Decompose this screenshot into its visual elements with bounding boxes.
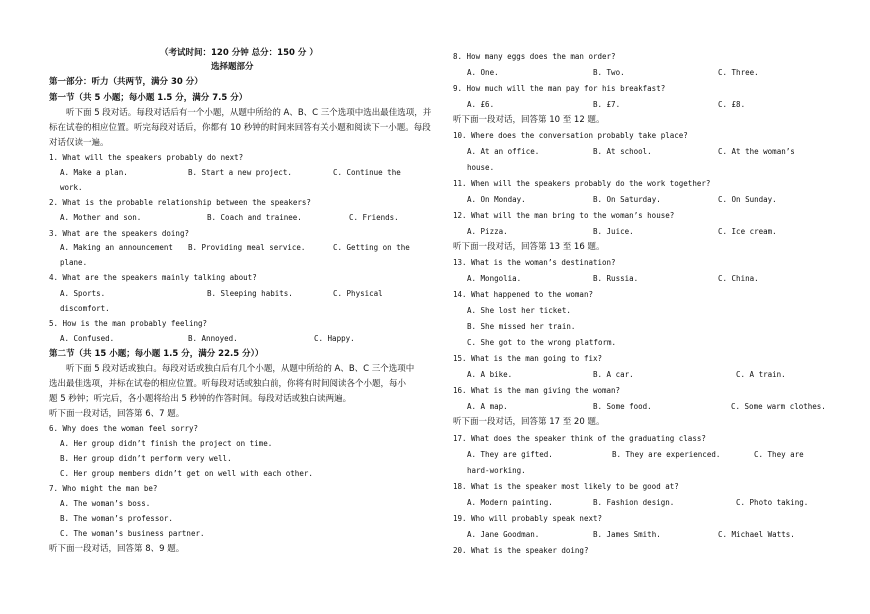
left-text-line: A. Make a plan. [60, 168, 128, 177]
left-text-line: A. Sports. [60, 289, 106, 298]
right-text-line: A. Pizza. [467, 227, 508, 236]
right-text-line: C. £8. [718, 100, 746, 109]
left-text-line: 对话仅读一遍。 [49, 138, 109, 148]
left-text-line: A. Making an announcement [60, 243, 173, 252]
left-text-line: 选出最佳选项，并标在试卷的相应位置。听每段对话或独白前，你将有时间阅读各个小题，每小 [49, 379, 407, 389]
left-text-line: B. Sleeping habits. [207, 289, 293, 298]
right-text-line: A. Jane Goodman. [467, 530, 540, 539]
right-text-line: A. £6. [467, 100, 495, 109]
right-text-line: A. Mongolia. [467, 274, 522, 283]
left-text-line: 3. What are the speakers doing? [49, 229, 189, 238]
right-text-line: B. She missed her train. [467, 322, 576, 331]
right-text-line: C. At the woman’s [718, 147, 795, 156]
left-text-line: C. Physical [333, 289, 383, 298]
left-text-line: B. Her group didn’t perform very well. [60, 454, 232, 463]
left-text-line: 听下面 5 段对话或独白。每段对话或独白后有几个小题，从题中所给的 A、B、C 三个选项中 [66, 364, 415, 374]
right-text-line: B. Russia. [593, 274, 639, 283]
right-text-line: A. A bike. [467, 370, 513, 379]
right-text-line: B. James Smith. [593, 530, 661, 539]
right-text-line: 18. What is the speaker most likely to be good at? [453, 482, 679, 491]
left-text-line: 5. How is the man probably feeling? [49, 319, 208, 328]
right-text-line: B. On Saturday. [593, 195, 661, 204]
right-text-line: C. Ice cream. [718, 227, 777, 236]
left-text-line: 标在试卷的相应位置。听完每段对话后，你都有 10 秒钟的时间来回答有关小题和阅读下一小题。每段 [49, 123, 431, 133]
left-text-line: 听下面一段对话，回答第 8、9 题。 [49, 544, 185, 554]
left-text-line: C. Continue the [333, 168, 401, 177]
right-text-line: 17. What does the speaker think of the graduating class? [453, 434, 706, 443]
right-text-line: 10. Where does the conversation probably take place? [453, 131, 688, 140]
left-text-line: 第一部分：听力（共两节，满分 30 分） [49, 77, 203, 87]
right-text-line: 11. When will the speakers probably do the work together? [453, 179, 711, 188]
right-text-line: 听下面一段对话，回答第 17 至 20 题。 [453, 417, 605, 427]
left-text-line: 4. What are the speakers mainly talking about? [49, 273, 257, 282]
right-text-line: 20. What is the speaker doing? [453, 546, 589, 555]
left-text-line: A. The woman’s boss. [60, 499, 151, 508]
left-text-line: 听下面 5 段对话。每段对话后有一个小题，从题中所给的 A、B、C 三个选项中选出最佳选项，并 [66, 108, 432, 118]
right-text-line: B. Two. [593, 68, 625, 77]
right-text-line: C. Some warm clothes. [731, 402, 826, 411]
right-text-line: 听下面一段对话，回答第 13 至 16 题。 [453, 242, 605, 252]
left-text-line: C. Getting on the [333, 243, 410, 252]
right-text-line: A. They are gifted. [467, 450, 553, 459]
right-text-line: 听下面一段对话，回答第 10 至 12 题。 [453, 115, 605, 125]
right-text-line: A. One. [467, 68, 499, 77]
right-text-line: 8. How many eggs does the man order? [453, 52, 616, 61]
left-text-line: C. The woman’s business partner. [60, 529, 205, 538]
right-text-line: 16. What is the man giving the woman? [453, 386, 621, 395]
left-text-line: 1. What will the speakers probably do next? [49, 153, 244, 162]
left-text-line: C. Happy. [314, 334, 355, 343]
left-text-line: 2. What is the probable relationship between the speakers? [49, 198, 311, 207]
left-text-line: 听下面一段对话，回答第 6、7 题。 [49, 409, 185, 419]
right-text-line: C. Three. [718, 68, 759, 77]
left-text-line: B. Start a new project. [188, 168, 292, 177]
left-text-line: A. Confused. [60, 334, 115, 343]
left-text-line: A. Mother and son. [60, 213, 142, 222]
left-text-line: 6. Why does the woman feel sorry? [49, 424, 199, 433]
right-text-line: 15. What is the man going to fix? [453, 354, 603, 363]
right-text-line: 12. What will the man bring to the woman’s house? [453, 211, 675, 220]
left-text-line: 7. Who might the man be? [49, 484, 158, 493]
left-text-line: discomfort. [60, 304, 110, 313]
right-text-line: B. They are experienced. [612, 450, 721, 459]
right-text-line: A. A map. [467, 402, 508, 411]
right-text-line: C. She got to the wrong platform. [467, 338, 617, 347]
left-text-line: 第一节（共 5 小题；每小题 1.5 分，满分 7.5 分） [49, 93, 248, 103]
left-text-line: plane. [60, 258, 88, 267]
right-text-line: C. On Sunday. [718, 195, 777, 204]
right-text-line: B. Fashion design. [593, 498, 675, 507]
right-text-line: C. A train. [736, 370, 786, 379]
section-title: 选择题部分 [211, 62, 254, 72]
right-text-line: B. At school. [593, 147, 652, 156]
left-text-line: 第二节（共 15 小题；每小题 1.5 分，满分 22.5 分）） [49, 349, 264, 359]
right-text-line: B. Some food. [593, 402, 652, 411]
right-text-line: 14. What happened to the woman? [453, 290, 593, 299]
right-text-line: B. Juice. [593, 227, 634, 236]
right-text-line: 9. How much will the man pay for his breakfast? [453, 84, 666, 93]
right-text-line: B. A car. [593, 370, 634, 379]
right-text-line: C. China. [718, 274, 759, 283]
left-text-line: A. Her group didn’t finish the project on time. [60, 439, 273, 448]
right-text-line: C. Photo taking. [736, 498, 809, 507]
right-text-line: A. She lost her ticket. [467, 306, 571, 315]
right-text-line: house. [467, 163, 495, 172]
left-text-line: C. Her group members didn’t get on well with each other. [60, 469, 313, 478]
left-text-line: work. [60, 183, 83, 192]
left-text-line: C. Friends. [349, 213, 399, 222]
left-text-line: 题 5 秒钟；听完后，各小题将给出 5 秒钟的作答时间。每段对话或独白读两遍。 [49, 394, 352, 404]
right-text-line: A. Modern painting. [467, 498, 553, 507]
right-text-line: 19. Who will probably speak next? [453, 514, 603, 523]
left-text-line: B. The woman’s professor. [60, 514, 173, 523]
left-text-line: B. Coach and trainee. [207, 213, 302, 222]
right-text-line: hard-working. [467, 466, 526, 475]
right-text-line: C. They are [754, 450, 804, 459]
right-text-line: C. Michael Watts. [718, 530, 795, 539]
exam-time-line: （考试时间：120 分钟 总分：150 分 ） [160, 48, 318, 58]
right-text-line: A. At an office. [467, 147, 540, 156]
right-text-line: 13. What is the woman’s destination? [453, 258, 616, 267]
right-text-line: B. £7. [593, 100, 621, 109]
left-text-line: B. Providing meal service. [188, 243, 306, 252]
left-text-line: B. Annoyed. [188, 334, 238, 343]
right-text-line: A. On Monday. [467, 195, 526, 204]
